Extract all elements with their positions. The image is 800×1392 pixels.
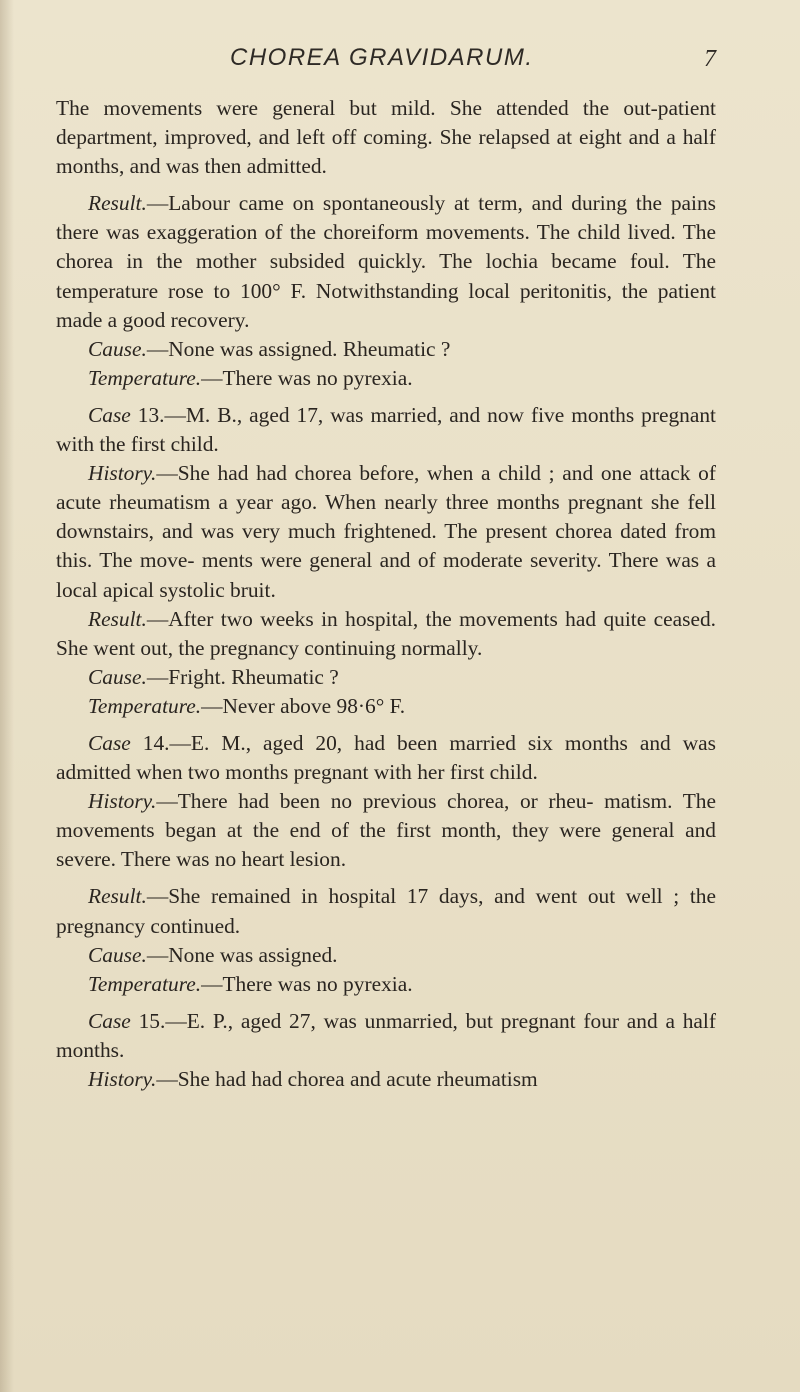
paragraph-history bbox=[56, 459, 716, 604]
paragraph-result bbox=[56, 189, 716, 334]
paragraph-cause bbox=[56, 941, 716, 970]
paragraph-temperature bbox=[56, 970, 716, 999]
paragraph-temperature bbox=[56, 364, 716, 393]
binding-shadow bbox=[0, 0, 14, 1392]
paragraph-text: 14.—E. M., aged 20, had been married six months and was admitted when two months pregnant with her first child. bbox=[56, 730, 716, 785]
paragraph-text: —There was no pyrexia. bbox=[201, 971, 413, 996]
body-text bbox=[56, 94, 716, 1094]
paragraph-cause bbox=[56, 335, 716, 364]
paragraph-label: Temperature. bbox=[88, 693, 202, 718]
paragraph-label: Cause. bbox=[88, 664, 147, 689]
paragraph-label: Temperature. bbox=[88, 971, 202, 996]
paragraph-label: Result. bbox=[88, 606, 147, 631]
paragraph-case-13 bbox=[56, 401, 716, 459]
paragraph-label: Case bbox=[88, 730, 131, 755]
paragraph-text: —She had had chorea and acute rheumatism bbox=[156, 1067, 538, 1091]
running-title: CHOREA GRAVIDARUM. bbox=[230, 44, 534, 71]
paragraph-label: History. bbox=[88, 789, 157, 814]
page-header bbox=[56, 44, 716, 84]
paragraph-result bbox=[56, 882, 716, 940]
paragraph-label: Case bbox=[88, 402, 131, 427]
paragraph-text: —She remained in hospital 17 days, and went out well ; the pregnancy continued. bbox=[56, 884, 716, 938]
paragraph-label: Result. bbox=[88, 884, 147, 909]
paragraph-text: —She had had chorea before, when a child ; and one attack of acute rheumatism a year ago. When nearly three months pregnant she fell downstairs, and was very much frightened. The present chorea dated from this. The move- ments were general and of moderate severity. There was a local apical systolic bruit. bbox=[56, 461, 716, 602]
paragraph-text: —None was assigned. Rheumatic ? bbox=[146, 336, 451, 361]
paragraph-text: —After two weeks in hospital, the movements had quite ceased. She went out, the pregnancy continuing normally. bbox=[56, 606, 716, 660]
paragraph-text: The movements were general but mild. She attended the out-patient department, improved, and left off coming. She relapsed at eight and a half months, and was then admitted. bbox=[56, 96, 716, 179]
paragraph-label: History. bbox=[88, 461, 157, 486]
paragraph-label: Cause. bbox=[88, 336, 147, 361]
paragraph-continuation bbox=[56, 94, 716, 181]
paragraph-cause bbox=[56, 663, 716, 692]
paragraph-label: Temperature. bbox=[88, 365, 202, 390]
paragraph-label: Case bbox=[88, 1008, 131, 1033]
paragraph-case-15 bbox=[56, 1007, 716, 1065]
paragraph-history bbox=[56, 787, 716, 874]
paragraph-text: —None was assigned. bbox=[146, 942, 338, 967]
paragraph-temperature bbox=[56, 692, 716, 721]
paragraph-text: —There was no pyrexia. bbox=[201, 365, 413, 390]
page-number: 7 bbox=[704, 46, 716, 72]
paragraph-case-14 bbox=[56, 729, 716, 787]
paragraph-text: —There had been no previous chorea, or rheu- matism. The movements began at the end of the first month, they were general and severe. There was no heart lesion. bbox=[56, 789, 716, 872]
paragraph-label: History. bbox=[88, 1067, 157, 1091]
paragraph-label: Cause. bbox=[88, 942, 147, 967]
paragraph-text: 15.—E. P., aged 27, was unmarried, but pregnant four and a half months. bbox=[56, 1008, 716, 1062]
paragraph-text: —Labour came on spontaneously at term, and during the pains there was exaggeration of the choreiform movements. The child lived. The chorea in the mother subsided quickly. The lochia became foul. The temperature rose to 100° F. Notwithstanding local peritonitis, the patient made a good recovery. bbox=[56, 191, 716, 332]
paragraph-text: 13.—M. B., aged 17, was married, and now five months pregnant with the first child. bbox=[56, 402, 716, 457]
paragraph-label: Result. bbox=[88, 191, 147, 216]
paragraph-text: —Fright. Rheumatic ? bbox=[146, 664, 339, 689]
paragraph-text: —Never above 98·6° F. bbox=[201, 693, 406, 718]
paragraph-history bbox=[56, 1065, 716, 1094]
paragraph-result bbox=[56, 605, 716, 663]
